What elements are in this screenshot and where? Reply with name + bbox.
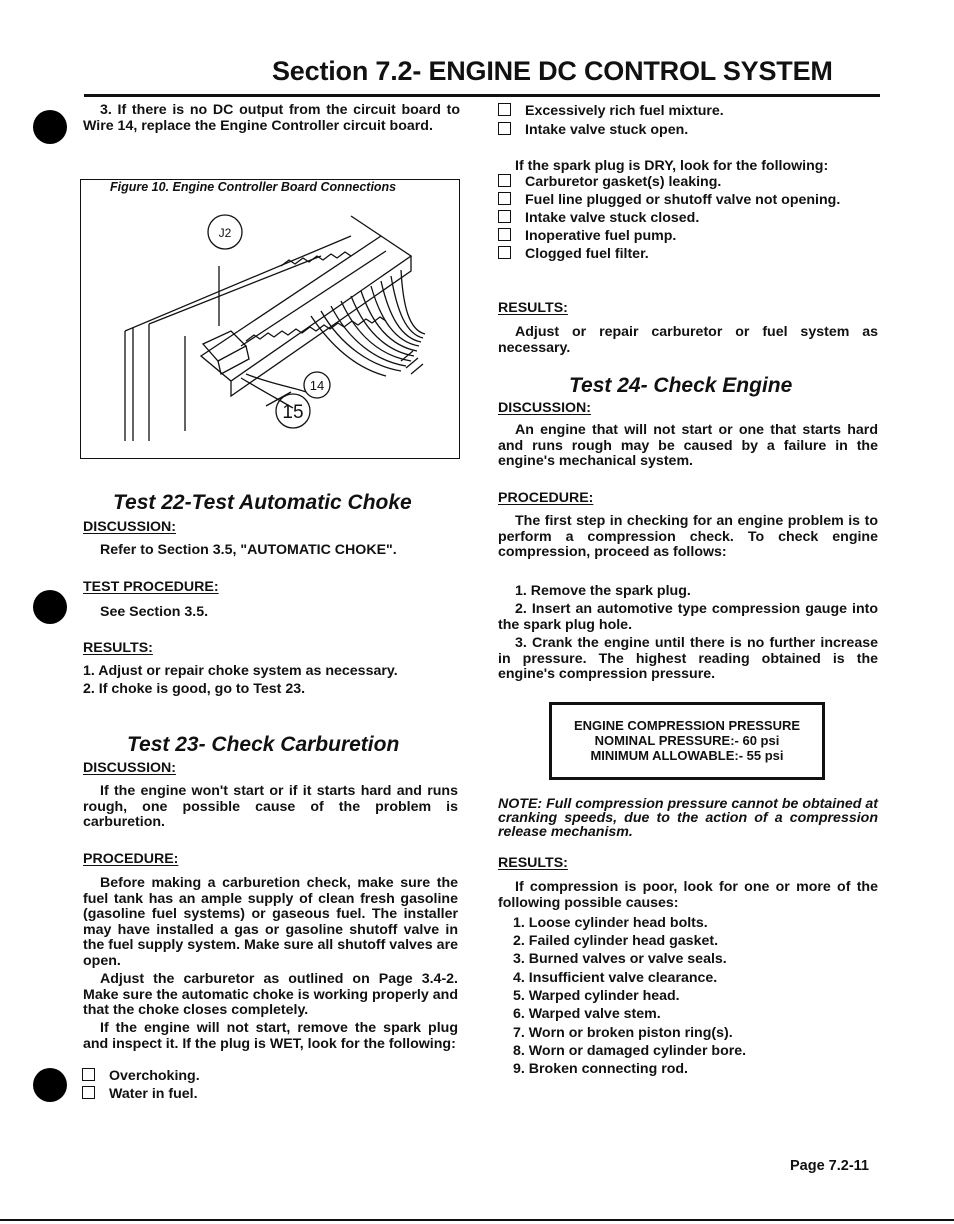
checkbox-icon (82, 1086, 95, 1099)
test-24-discussion-text: An engine that will not start or one that starts hard and runs rough may be caused by a failure in the engine's mechanical system. (498, 422, 878, 469)
checkbox-icon (498, 174, 511, 187)
nominal-pressure: NOMINAL PRESSURE:- 60 psi (594, 733, 780, 748)
checkbox-icon (498, 228, 511, 241)
wet-item-4: Intake valve stuck open. (498, 121, 688, 140)
cause-1: 1. Loose cylinder head bolts. (513, 915, 708, 931)
cause-4: 4. Insufficient valve clearance. (513, 970, 718, 986)
checkbox-icon (498, 210, 511, 223)
controller-board-illustration (81, 196, 457, 456)
test-22-test-procedure-heading: TEST PROCEDURE: (83, 579, 219, 595)
compression-pressure-box (549, 702, 825, 780)
wet-item-2: Water in fuel. (82, 1085, 198, 1104)
cause-8: 8. Worn or damaged cylinder bore. (513, 1043, 747, 1059)
checkbox-icon (498, 246, 511, 259)
dry-item-1: Carburetor gasket(s) leaking. (498, 173, 721, 192)
cause-7: 7. Worn or broken piston ring(s). (513, 1025, 733, 1041)
page-title: Section 7.2- ENGINE DC CONTROL SYSTEM (272, 56, 833, 86)
step-3-text: 3. If there is no DC output from the circuit board to Wire 14, replace the Engine Controller circuit board. (83, 102, 460, 134)
checkbox-icon (498, 103, 511, 116)
punch-hole-bottom (33, 1068, 67, 1102)
test-23-discussion-text: If the engine won't start or if it starts hard and runs rough, one possible cause of the problem is carburetion. (83, 783, 458, 830)
callout-j2: J2 (218, 226, 232, 240)
test-24-results-intro: If compression is poor, look for one or more of the following possible causes: (498, 879, 878, 911)
test-24-procedure-heading: PROCEDURE: (498, 490, 594, 506)
figure-caption: Figure 10. Engine Controller Board Connections (110, 180, 397, 194)
compression-box-title: ENGINE COMPRESSION PRESSURE (573, 718, 801, 733)
cause-6: 6. Warped valve stem. (513, 1006, 661, 1022)
cause-5: 5. Warped cylinder head. (513, 988, 680, 1004)
checkbox-icon (82, 1068, 95, 1081)
page-number: Page 7.2-11 (790, 1158, 869, 1174)
test-23-results-heading: RESULTS: (498, 300, 568, 316)
test-23-results-text: Adjust or repair carburetor or fuel system as necessary. (498, 324, 878, 356)
test-24-step-3: 3. Crank the engine until there is no further increase in pressure. The highest reading obtained is the engine's compression pressure. (498, 635, 878, 682)
test-24-discussion-heading: DISCUSSION: (498, 400, 592, 416)
wet-item-1: Overchoking. (82, 1067, 200, 1086)
cause-9: 9. Broken connecting rod. (513, 1061, 689, 1077)
test-24-heading: Test 24- Check Engine (569, 374, 793, 397)
test-22-discussion-heading: DISCUSSION: (83, 519, 177, 535)
test-23-discussion-heading: DISCUSSION: (83, 760, 177, 776)
wet-item-3: Excessively rich fuel mixture. (498, 102, 724, 121)
bottom-rule (0, 1219, 954, 1221)
cause-2: 2. Failed cylinder head gasket. (513, 933, 719, 949)
test-24-results-heading: RESULTS: (498, 855, 568, 871)
checkbox-icon (498, 122, 511, 135)
test-23-heading: Test 23- Check Carburetion (127, 733, 400, 756)
dry-intro: If the spark plug is DRY, look for the following: (515, 158, 829, 174)
callout-15: 15 (282, 402, 304, 423)
test-22-heading: Test 22-Test Automatic Choke (113, 491, 412, 514)
test-22-test-procedure-text: See Section 3.5. (100, 604, 209, 620)
cause-3: 3. Burned valves or valve seals. (513, 951, 727, 967)
test-23-procedure-p1: Before making a carburetion check, make sure the fuel tank has an ample supply of clean fresh gasoline (gasoline fuel systems) or gaseous fuel. The installer may have installed a gas or gasoline shutoff valve in the fuel supply system. Make sure all shutoff valves are open. (83, 875, 458, 969)
punch-hole-middle (33, 590, 67, 624)
dry-item-3: Intake valve stuck closed. (498, 209, 699, 228)
test-22-result-1: 1. Adjust or repair choke system as necessary. (83, 663, 398, 679)
header-rule (84, 94, 880, 97)
test-23-procedure-p2: Adjust the carburetor as outlined on Page 3.4-2. Make sure the automatic choke is working properly and that the choke closes completely. (83, 971, 458, 1018)
test-22-discussion-text: Refer to Section 3.5, "AUTOMATIC CHOKE". (100, 542, 397, 558)
test-24-procedure-text: The first step in checking for an engine problem is to perform a compression check. To check engine compression, proceed as follows: (498, 513, 878, 560)
test-23-procedure-p3: If the engine will not start, remove the spark plug and inspect it. If the plug is WET, look for the following: (83, 1020, 458, 1052)
test-22-results-heading: RESULTS: (83, 640, 153, 656)
compression-note: NOTE: Full compression pressure cannot be obtained at cranking speeds, due to the action of a compression release mechanism. (498, 796, 878, 840)
punch-hole-top (33, 110, 67, 144)
minimum-allowable: MINIMUM ALLOWABLE:- 55 psi (590, 748, 784, 763)
dry-item-4: Inoperative fuel pump. (498, 227, 676, 246)
test-22-result-2: 2. If choke is good, go to Test 23. (83, 681, 306, 697)
dry-item-2: Fuel line plugged or shutoff valve not opening. (498, 191, 840, 210)
callout-14: 14 (309, 378, 325, 393)
checkbox-icon (498, 192, 511, 205)
test-23-procedure-heading: PROCEDURE: (83, 851, 179, 867)
dry-item-5: Clogged fuel filter. (498, 245, 649, 264)
test-24-step-2: 2. Insert an automotive type compression gauge into the spark plug hole. (498, 601, 878, 633)
test-24-step-1: 1. Remove the spark plug. (515, 583, 691, 599)
